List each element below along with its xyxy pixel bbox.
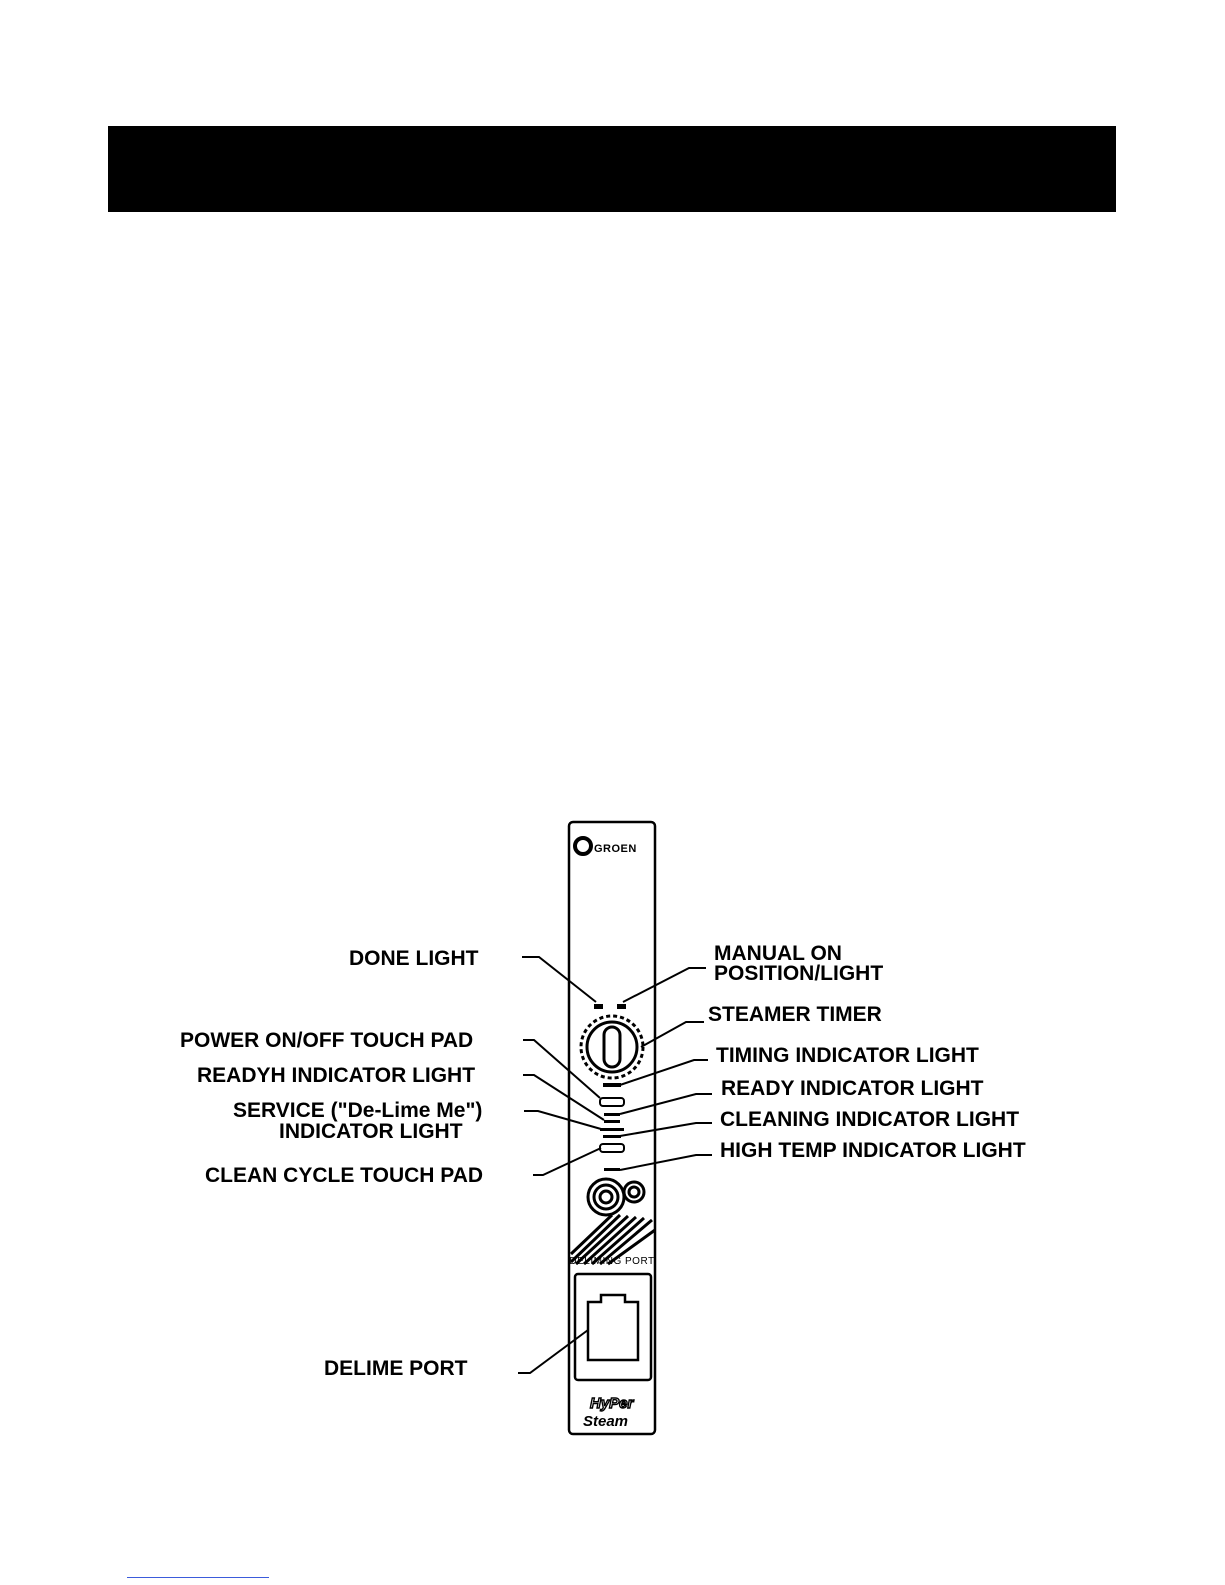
label-manual-on-line2: POSITION/LIGHT	[714, 962, 884, 985]
label-service-line1: SERVICE ("De-Lime Me")	[233, 1099, 483, 1122]
label-steamer-timer: STEAMER TIMER	[708, 1003, 882, 1026]
label-high-temp-light: HIGH TEMP INDICATOR LIGHT	[720, 1139, 1026, 1162]
brand-line2: Steam	[583, 1413, 629, 1430]
steamer-timer-dial[interactable]	[581, 1016, 643, 1078]
logo-text: GROEN	[594, 843, 637, 855]
label-readyh-light: READYH INDICATOR LIGHT	[197, 1064, 476, 1087]
power-touch-pad[interactable]	[600, 1098, 624, 1106]
label-timing-light: TIMING INDICATOR LIGHT	[716, 1044, 979, 1067]
done-light	[594, 1004, 603, 1009]
cleaning-indicator-light	[603, 1135, 621, 1138]
footer-rule	[127, 1577, 269, 1578]
timing-indicator-light	[603, 1083, 621, 1087]
manual-on-light	[617, 1004, 626, 1009]
label-done-light: DONE LIGHT	[349, 947, 479, 970]
label-delime-port: DELIME PORT	[324, 1357, 468, 1380]
brand-line1: HyPer	[590, 1395, 634, 1412]
delime-port[interactable]	[575, 1274, 651, 1380]
hyper-steam-logo	[583, 1395, 635, 1430]
deliming-port-caption: DELIMING PORT	[569, 1256, 655, 1267]
label-ready-light: READY INDICATOR LIGHT	[721, 1077, 984, 1100]
clean-cycle-touch-pad[interactable]	[600, 1144, 624, 1152]
ready-indicator-light	[604, 1113, 620, 1116]
service-indicator-light	[600, 1128, 624, 1131]
label-clean-pad: CLEAN CYCLE TOUCH PAD	[205, 1164, 484, 1187]
label-manual-on-line1: MANUAL ON	[714, 942, 842, 965]
readyh-indicator-light	[604, 1120, 620, 1123]
label-cleaning-light: CLEANING INDICATOR LIGHT	[720, 1108, 1020, 1131]
label-power-pad: POWER ON/OFF TOUCH PAD	[180, 1029, 474, 1052]
label-service-line2: INDICATOR LIGHT	[279, 1120, 463, 1143]
high-temp-indicator-light	[604, 1168, 620, 1171]
